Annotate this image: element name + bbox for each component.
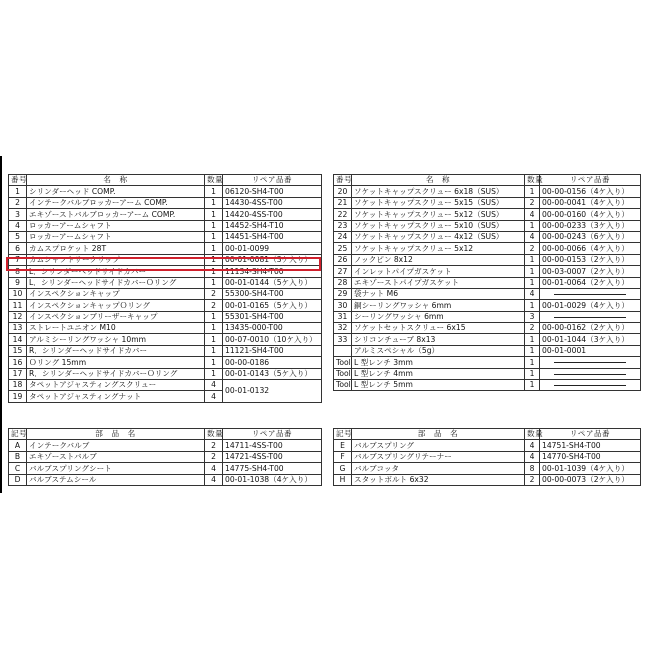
- cell-number: 15: [9, 345, 27, 356]
- cell-number: 1: [9, 186, 27, 197]
- cell-qty: 1: [525, 186, 540, 197]
- cell-qty: 1: [205, 266, 223, 277]
- cell-partno: 00-01-0001: [540, 345, 641, 356]
- cell-qty: 1: [205, 334, 223, 345]
- cell-number: 4: [9, 220, 27, 231]
- cell-name: バルブステムシール: [27, 474, 205, 485]
- dash-line: [554, 385, 626, 386]
- col-partno-header: リペア品番: [223, 175, 322, 186]
- cell-number: G: [334, 463, 352, 474]
- table-row: [334, 451, 641, 462]
- cell-number: H: [334, 474, 352, 485]
- cell-partno: 14451-SH4-T00: [223, 231, 322, 242]
- cell-name: 銅シーリングワッシャ 6mm: [352, 300, 525, 311]
- cell-name: L 型レンチ 3mm: [352, 357, 525, 368]
- cell-partno: 00-00-0162（2ケ入り）: [540, 323, 641, 334]
- table-row: [9, 345, 322, 356]
- table-row: [9, 197, 322, 208]
- col-partno-header: リペア品番: [540, 175, 641, 186]
- valve-parts-table-2: [333, 428, 641, 486]
- cell-qty: 1: [525, 357, 540, 368]
- cell-qty: 4: [205, 463, 223, 474]
- cell-partno: 00-01-0029（4ケ入り）: [540, 300, 641, 311]
- cell-name: カムシャフトサークリップ: [27, 254, 205, 265]
- cell-number: 31: [334, 311, 352, 322]
- cell-number: 30: [334, 300, 352, 311]
- cell-qty: 1: [525, 220, 540, 231]
- cell-qty: 1: [205, 357, 223, 368]
- cell-qty: 1: [205, 254, 223, 265]
- col-name-header: 部 品 名: [27, 429, 205, 440]
- table-row: [9, 231, 322, 242]
- dash-line: [554, 294, 626, 295]
- cell-partno: 14430-4SS-T00: [223, 197, 322, 208]
- col-number-header: 番号: [9, 175, 27, 186]
- cell-partno: [540, 357, 641, 368]
- table-row: [9, 277, 322, 288]
- cell-number: F: [334, 451, 352, 462]
- cell-partno: 55301-SH4-T00: [223, 311, 322, 322]
- table-row: [9, 243, 322, 254]
- table-row: [9, 357, 322, 368]
- cell-number: 19: [9, 391, 27, 402]
- cell-partno: [540, 380, 641, 391]
- cell-number: 24: [334, 231, 352, 242]
- table-row: [334, 440, 641, 451]
- cell-qty: 4: [205, 380, 223, 391]
- cell-qty: 1: [205, 209, 223, 220]
- cell-qty: 2: [205, 451, 223, 462]
- cell-qty: 1: [205, 323, 223, 334]
- cell-qty: 4: [205, 391, 223, 402]
- cell-partno: 00-00-0041（4ケ入り）: [540, 197, 641, 208]
- table-row: [9, 300, 322, 311]
- table-row: [9, 451, 322, 462]
- cell-qty: 2: [525, 243, 540, 254]
- cell-qty: 2: [205, 300, 223, 311]
- cell-qty: 1: [525, 254, 540, 265]
- table-row: [9, 311, 322, 322]
- table-row: [334, 197, 641, 208]
- cell-number: 13: [9, 323, 27, 334]
- col-qty-header: 数量: [205, 429, 223, 440]
- cell-number: 14: [9, 334, 27, 345]
- table-row: [9, 440, 322, 451]
- cell-partno: 00-01-1044（3ケ入り）: [540, 334, 641, 345]
- cell-number: B: [9, 451, 27, 462]
- cell-name: インスペクションキャップ: [27, 288, 205, 299]
- cell-partno: 00-00-0233（3ケ入り）: [540, 220, 641, 231]
- cell-qty: 3: [525, 311, 540, 322]
- cell-number: 17: [9, 368, 27, 379]
- cell-partno: 55300-SH4-T00: [223, 288, 322, 299]
- cell-partno: 00-01-0165（5ケ入り）: [223, 300, 322, 311]
- cell-qty: 4: [525, 209, 540, 220]
- cell-qty: 1: [205, 311, 223, 322]
- cell-partno: 00-01-0081（3ケ入り）: [223, 254, 322, 265]
- table-row: [9, 186, 322, 197]
- cell-partno: 00-03-0007（2ケ入り）: [540, 266, 641, 277]
- cell-name: エキゾーストバルブロッカーアーム COMP.: [27, 209, 205, 220]
- cell-name: シーリングワッシャ 6mm: [352, 311, 525, 322]
- table-row: [9, 368, 322, 379]
- cell-qty: 1: [205, 231, 223, 242]
- cell-qty: 1: [525, 266, 540, 277]
- table-row: [9, 209, 322, 220]
- cell-qty: 4: [525, 440, 540, 451]
- table-row: [9, 474, 322, 485]
- table-row: [334, 474, 641, 485]
- col-name-header: 部 品 名: [352, 429, 525, 440]
- cell-number: 10: [9, 288, 27, 299]
- cell-number: Tool: [334, 357, 352, 368]
- cell-qty: 1: [205, 186, 223, 197]
- col-symbol-header: 記号: [9, 429, 27, 440]
- cell-partno: 14770-SH4-T00: [540, 451, 641, 462]
- cell-partno: 06120-SH4-T00: [223, 186, 322, 197]
- cell-name: ソケットキャップスクリュー 4x12（SUS）: [352, 231, 525, 242]
- cell-number: 7: [9, 254, 27, 265]
- cell-number: 6: [9, 243, 27, 254]
- cell-number: C: [9, 463, 27, 474]
- cell-name: タペットアジャスティングスクリュー: [27, 380, 205, 391]
- cell-qty: 1: [205, 243, 223, 254]
- cell-name: ロッカーアームシャフト: [27, 231, 205, 242]
- cell-number: 20: [334, 186, 352, 197]
- cell-name: R．シリンダーヘッドサイドカバーＯリング: [27, 368, 205, 379]
- table-row: [9, 380, 322, 391]
- col-symbol-header: 記号: [334, 429, 352, 440]
- cell-number: D: [9, 474, 27, 485]
- table-row: [334, 243, 641, 254]
- cell-name: タペットアジャスティングナット: [27, 391, 205, 402]
- cell-partno: 00-00-0073（2ケ入り）: [540, 474, 641, 485]
- cell-qty: 1: [205, 368, 223, 379]
- cell-name: シリコンチューブ 8x13: [352, 334, 525, 345]
- table-row: [334, 357, 641, 368]
- dash-line: [554, 362, 626, 363]
- table-row: [334, 254, 641, 265]
- cell-partno: 14775-SH4-T00: [223, 463, 322, 474]
- cell-partno: 00-00-0066（4ケ入り）: [540, 243, 641, 254]
- cell-partno: 00-00-0160（4ケ入り）: [540, 209, 641, 220]
- cell-qty: 2: [525, 197, 540, 208]
- table-row: [334, 288, 641, 299]
- cell-qty: 4: [525, 451, 540, 462]
- cell-name: R．シリンダーヘッドサイドカバー: [27, 345, 205, 356]
- col-name-header: 名 称: [352, 175, 525, 186]
- table-row: [334, 300, 641, 311]
- col-partno-header: リペア品番: [223, 429, 322, 440]
- cell-qty: 1: [205, 220, 223, 231]
- cell-partno: 00-01-0132: [223, 380, 322, 403]
- cell-number: 8: [9, 266, 27, 277]
- cell-number: 33: [334, 334, 352, 345]
- cell-name: L 型レンチ 4mm: [352, 368, 525, 379]
- cell-number: 28: [334, 277, 352, 288]
- cell-name: カムスプロケット 28T: [27, 243, 205, 254]
- cell-number: 32: [334, 323, 352, 334]
- cell-partno: 00-00-0156（4ケ入り）: [540, 186, 641, 197]
- cell-number: Tool: [334, 368, 352, 379]
- parts-table-2: [333, 174, 641, 391]
- cell-qty: 1: [525, 277, 540, 288]
- cell-name: ノックピン 8x12: [352, 254, 525, 265]
- table-row: [334, 323, 641, 334]
- table-row: [334, 368, 641, 379]
- cell-name: バルブスプリング: [352, 440, 525, 451]
- cell-name: ロッカーアームシャフト: [27, 220, 205, 231]
- cell-name: インスペクションキャップＯリング: [27, 300, 205, 311]
- table-row: [334, 231, 641, 242]
- cell-name: スタットボルト 6x32: [352, 474, 525, 485]
- table-row: [9, 334, 322, 345]
- cell-qty: 4: [205, 474, 223, 485]
- table-row: [334, 345, 641, 356]
- cell-qty: 1: [525, 345, 540, 356]
- cell-number: 9: [9, 277, 27, 288]
- cell-name: L 型レンチ 5mm: [352, 380, 525, 391]
- cell-name: インテークバルブ: [27, 440, 205, 451]
- valve-parts-table-1: [8, 428, 322, 486]
- cell-partno: 14721-4SS-T00: [223, 451, 322, 462]
- cell-name: インレットパイプガスケット: [352, 266, 525, 277]
- cell-name: ソケットキャップスクリュー 6x18（SUS）: [352, 186, 525, 197]
- cell-partno: 11134-SH4-T00: [223, 266, 322, 277]
- col-qty-header: 数量: [525, 175, 540, 186]
- cell-partno: [540, 288, 641, 299]
- cell-partno: 00-01-0144（5ケ入り）: [223, 277, 322, 288]
- cell-qty: 2: [205, 288, 223, 299]
- cell-partno: 14452-SH4-T10: [223, 220, 322, 231]
- cell-number: 2: [9, 197, 27, 208]
- cell-number: 22: [334, 209, 352, 220]
- cell-name: ソケットキャップスクリュー 5x10（SUS）: [352, 220, 525, 231]
- cell-name: ソケットセットスクリュー 6x15: [352, 323, 525, 334]
- table-row: [334, 220, 641, 231]
- cell-number: 29: [334, 288, 352, 299]
- cell-number: [334, 345, 352, 356]
- cell-qty: 1: [525, 334, 540, 345]
- cell-partno: 14711-4SS-T00: [223, 440, 322, 451]
- cell-name: L．シリンダーヘッドサイドカバー: [27, 266, 205, 277]
- cell-partno: 00-01-0099: [223, 243, 322, 254]
- cell-number: 3: [9, 209, 27, 220]
- cell-partno: 14420-4SS-T00: [223, 209, 322, 220]
- cell-partno: 11121-SH4-T00: [223, 345, 322, 356]
- cell-partno: 00-00-0153（2ケ入り）: [540, 254, 641, 265]
- cell-qty: 2: [205, 440, 223, 451]
- cell-name: バルブコッタ: [352, 463, 525, 474]
- cell-partno: 00-01-0143（5ケ入り）: [223, 368, 322, 379]
- table-row: [334, 463, 641, 474]
- cell-qty: 1: [525, 368, 540, 379]
- table-row: [334, 380, 641, 391]
- dash-line: [554, 317, 626, 318]
- table-row: [334, 266, 641, 277]
- cell-name: ソケットキャップスクリュー 5x12（SUS）: [352, 209, 525, 220]
- col-name-header: 名 称: [27, 175, 205, 186]
- table-row: [334, 311, 641, 322]
- col-qty-header: 数量: [205, 175, 223, 186]
- cell-name: アルミスペシャル（5g）: [352, 345, 525, 356]
- cell-qty: 1: [205, 197, 223, 208]
- cell-number: 21: [334, 197, 352, 208]
- left-edge-bar: [0, 156, 2, 493]
- cell-number: 12: [9, 311, 27, 322]
- table-row: [334, 186, 641, 197]
- cell-number: 16: [9, 357, 27, 368]
- cell-number: 25: [334, 243, 352, 254]
- cell-partno: 00-01-1039（4ケ入り）: [540, 463, 641, 474]
- cell-name: エキゾーストバルブ: [27, 451, 205, 462]
- cell-partno: [540, 368, 641, 379]
- table-row: [9, 288, 322, 299]
- cell-name: インテークバルブロッカーアーム COMP.: [27, 197, 205, 208]
- cell-number: 27: [334, 266, 352, 277]
- cell-name: 袋ナット M6: [352, 288, 525, 299]
- cell-partno: 00-01-1038（4ケ入り）: [223, 474, 322, 485]
- cell-qty: 4: [525, 231, 540, 242]
- cell-qty: 2: [525, 474, 540, 485]
- table-row: [9, 463, 322, 474]
- highlight-box-row-7: [6, 257, 321, 271]
- cell-name: エキゾーストパイプガスケット: [352, 277, 525, 288]
- cell-partno: 00-07-0010（10ケ入り）: [223, 334, 322, 345]
- cell-partno: 00-01-0064（2ケ入り）: [540, 277, 641, 288]
- cell-number: Tool: [334, 380, 352, 391]
- table-row: [9, 220, 322, 231]
- cell-name: Ｏリング 15mm: [27, 357, 205, 368]
- cell-qty: 4: [525, 288, 540, 299]
- table-row: [334, 209, 641, 220]
- cell-partno: [540, 311, 641, 322]
- cell-number: E: [334, 440, 352, 451]
- cell-name: ソケットキャップスクリュー 5x15（SUS）: [352, 197, 525, 208]
- cell-number: 11: [9, 300, 27, 311]
- cell-partno: 14751-SH4-T00: [540, 440, 641, 451]
- col-qty-header: 数量: [525, 429, 540, 440]
- cell-number: 5: [9, 231, 27, 242]
- cell-name: シリンダーヘッド COMP.: [27, 186, 205, 197]
- cell-number: A: [9, 440, 27, 451]
- parts-table-1: [8, 174, 322, 403]
- col-partno-header: リペア品番: [540, 429, 641, 440]
- cell-name: バルブスプリングリテーナー: [352, 451, 525, 462]
- cell-name: ストレートユニオン M10: [27, 323, 205, 334]
- cell-qty: 1: [525, 380, 540, 391]
- cell-name: ソケットキャップスクリュー 5x12: [352, 243, 525, 254]
- cell-qty: 1: [205, 345, 223, 356]
- cell-name: アルミシーリングワッシャ 10mm: [27, 334, 205, 345]
- table-row: [334, 277, 641, 288]
- cell-name: インスペクションブリーザーキャップ: [27, 311, 205, 322]
- cell-name: バルブスプリングシート: [27, 463, 205, 474]
- table-row: [334, 334, 641, 345]
- cell-qty: 2: [525, 323, 540, 334]
- cell-number: 26: [334, 254, 352, 265]
- cell-number: 23: [334, 220, 352, 231]
- cell-qty: 1: [525, 300, 540, 311]
- dash-line: [554, 374, 626, 375]
- cell-qty: 1: [205, 277, 223, 288]
- cell-qty: 8: [525, 463, 540, 474]
- col-number-header: 番号: [334, 175, 352, 186]
- cell-name: L．シリンダーヘッドサイドカバーＯリング: [27, 277, 205, 288]
- table-row: [9, 323, 322, 334]
- cell-partno: 13435-000-T00: [223, 323, 322, 334]
- cell-number: 18: [9, 380, 27, 391]
- cell-partno: 00-00-0243（6ケ入り）: [540, 231, 641, 242]
- cell-partno: 00-00-0186: [223, 357, 322, 368]
